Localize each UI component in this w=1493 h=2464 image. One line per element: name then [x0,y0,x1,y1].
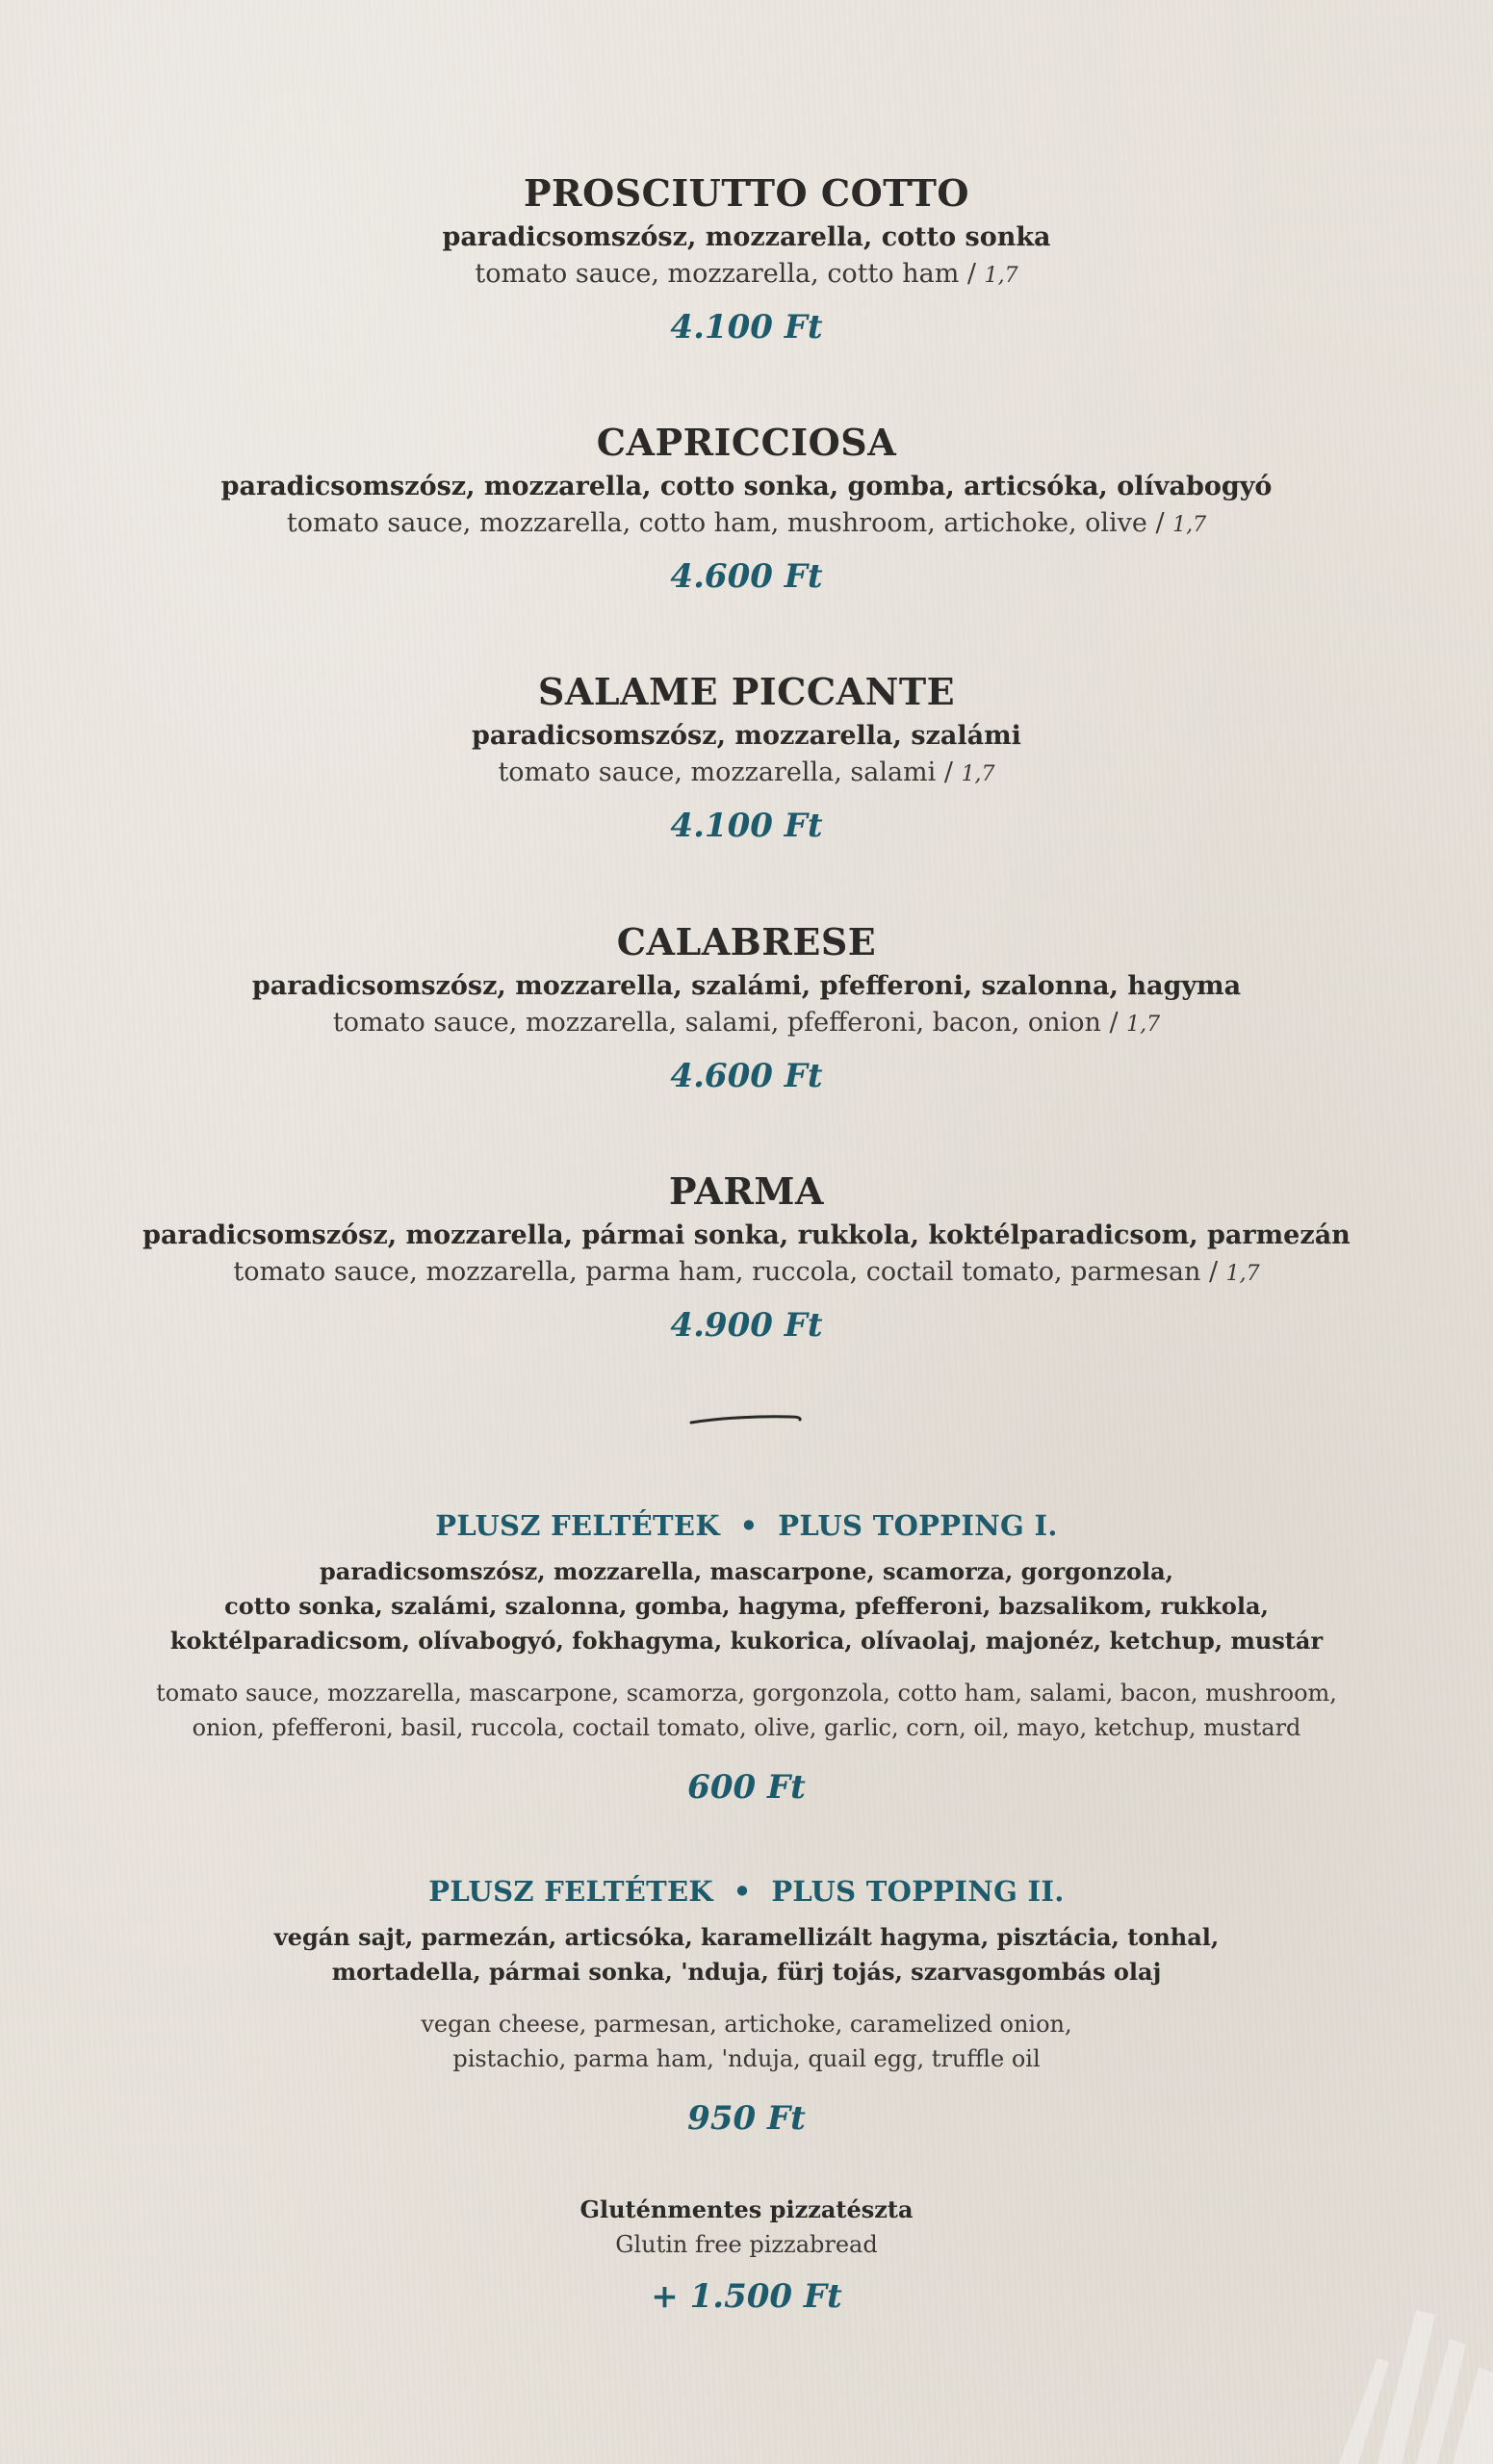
item-name: SALAME PICCANTE [537,670,956,713]
allergen-codes: 1,7 [1172,513,1207,537]
item-price: 4.100 Ft [670,308,823,346]
menu-item-capricciosa [0,421,1493,598]
topping-list-en [0,2007,1493,2076]
gluten-free-price: + 1.500 Ft [651,2277,842,2316]
item-ingredients-en-text: tomato sauce, mozzarella, cotto ham / [475,259,976,289]
menu-item-calabrese [0,920,1493,1097]
item-ingredients-en-text: tomato sauce, mozzarella, salami / [498,757,953,787]
menu-item-prosciutto-cotto [0,171,1493,348]
allergen-codes: 1,7 [961,762,995,786]
item-ingredients-hu: paradicsomszósz, mozzarella, szalámi [472,721,1021,751]
topping-list-hu [0,1554,1493,1658]
topping-hu-line: paradicsomszósz, mozzarella, mascarpone, scamorza, gorgonzola, [319,1557,1173,1585]
item-ingredients-en-text: tomato sauce, mozzarella, cotto ham, mushroom, artichoke, olive / [286,508,1165,538]
topping-hu-line: koktélparadicsom, olívabogyó, fokhagyma, kukorica, olívaolaj, majonéz, ketchup, mustár [169,1627,1324,1655]
topping-en-line: pistachio, parma ham, 'nduja, quail egg, truffle oil [452,2045,1041,2072]
item-ingredients-en [0,1005,1493,1043]
allergen-codes: 1,7 [1126,1013,1161,1037]
topping-list-hu [0,1920,1493,1989]
topping-title: PLUSZ FELTÉTEK • PLUS TOPPING I. [435,1509,1058,1542]
item-ingredients-en [0,1254,1493,1293]
topping-price: 950 Ft [687,2099,806,2138]
item-price: 4.100 Ft [670,807,823,845]
item-name: CAPRICCIOSA [596,421,897,464]
gluten-free-en: Glutin free pizzabread [615,2231,878,2258]
topping-hu-line: cotto sonka, szalámi, szalonna, gomba, hagyma, pfefferoni, bazsalikom, rukkola, [224,1592,1269,1620]
topping-price: 600 Ft [687,1768,806,1807]
topping-en-line: onion, pfefferoni, basil, ruccola, coctail tomato, olive, garlic, corn, oil, mayo, ketchup, mustard [192,1714,1301,1741]
menu-item-parma [0,1169,1493,1347]
item-ingredients-hu: paradicsomszósz, mozzarella, pármai sonka, rukkola, koktélparadicsom, parmezán [142,1220,1351,1250]
item-name: CALABRESE [616,920,877,963]
item-ingredients-hu: paradicsomszósz, mozzarella, szalámi, pfefferoni, szalonna, hagyma [251,971,1242,1001]
decorative-corner-texture [1089,2118,1493,2464]
item-ingredients-en [0,256,1493,295]
topping-list-en [0,1676,1493,1745]
item-name: PROSCIUTTO COTTO [523,171,970,215]
item-ingredients-en [0,505,1493,544]
item-ingredients-en-text: tomato sauce, mozzarella, salami, pfefferoni, bacon, onion / [332,1008,1119,1038]
topping-en-line: tomato sauce, mozzarella, mascarpone, scamorza, gorgonzola, cotto ham, salami, bacon, mushroom, [156,1680,1337,1707]
brush-divider [683,1407,809,1430]
item-ingredients-hu: paradicsomszósz, mozzarella, cotto sonka, gomba, articsóka, olívabogyó [220,472,1273,501]
allergen-codes: 1,7 [984,264,1018,288]
item-ingredients-hu: paradicsomszósz, mozzarella, cotto sonka [442,222,1051,252]
gluten-free-hu: Gluténmentes pizzatészta [579,2195,914,2223]
topping-title: PLUSZ FELTÉTEK • PLUS TOPPING II. [428,1875,1065,1908]
topping-hu-line: mortadella, pármai sonka, 'nduja, fürj tojás, szarvasgombás olaj [331,1958,1162,1986]
topping-en-line: vegan cheese, parmesan, artichoke, caramelized onion, [421,2011,1072,2038]
item-price: 4.900 Ft [670,1306,823,1345]
topping-section-1 [0,1506,1493,1809]
item-ingredients-en-text: tomato sauce, mozzarella, parma ham, ruccola, coctail tomato, parmesan / [233,1257,1219,1287]
topping-section-2 [0,1872,1493,2140]
item-name: PARMA [669,1169,824,1213]
topping-hu-line: vegán sajt, parmezán, articsóka, karamellizált hagyma, pisztácia, tonhal, [273,1923,1220,1951]
item-price: 4.600 Ft [670,557,823,596]
allergen-codes: 1,7 [1225,1262,1260,1286]
item-price: 4.600 Ft [670,1057,823,1095]
item-ingredients-en [0,755,1493,793]
menu-item-salame-piccante [0,670,1493,847]
